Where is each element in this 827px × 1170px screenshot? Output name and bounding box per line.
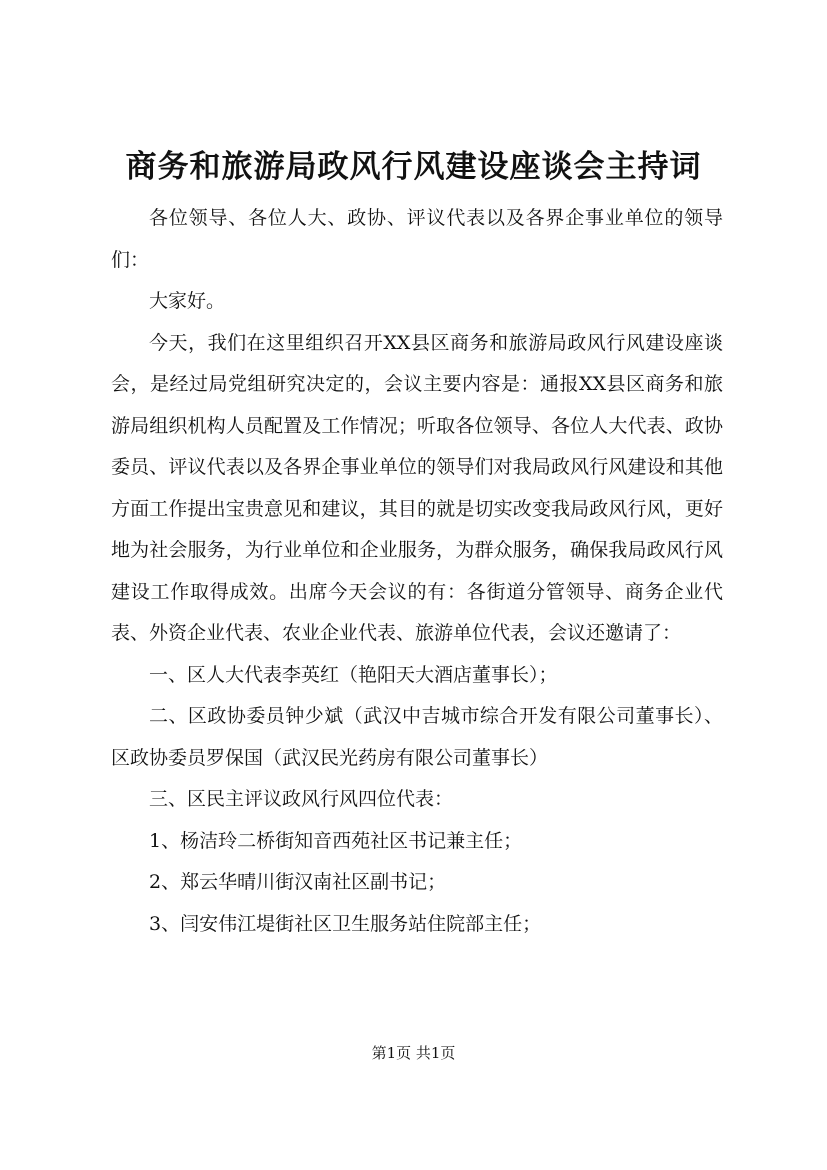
page-footer: 第1页 共1页 xyxy=(371,1044,456,1062)
greeting-paragraph: 大家好。 xyxy=(149,290,226,312)
sublist-item-3: 3、闫安伟江堤街社区卫生服务站住院部主任； xyxy=(149,912,542,935)
list-item-3: 三、区民主评议政风行风四位代表： xyxy=(149,788,454,810)
salutation-paragraph: 各位领导、各位人大、政协、评议代表以及各界企事业单位的领导们： xyxy=(111,207,723,271)
document-body xyxy=(111,198,723,945)
intro-paragraph: 今天，我们在这里组织召开XX县区商务和旅游局政风行风建设座谈会，是经过局党组研究决定的，会议主要内容是：通报XX县区商务和旅游局组织机构人员配置及工作情况；听取各位领导、各位人大代表、政协委员、评议代表以及各界企事业单位的领导们对我局政风行风建设和其他方面工作提出宝贵意见和建议，其目的就是切实改变我局政风行风，更好地为社会服务，为行业单位和企业服务，为群众服务，确保我局政风行风建设工作取得成效。出席今天会议的有：各街道分管领导、商务企业代表、外资企业代表、农业企业代表、旅游单位代表，会议还邀请了： xyxy=(111,331,723,644)
sublist-item-1: 1、杨洁玲二桥街知音西苑社区书记兼主任； xyxy=(149,829,523,852)
list-item-1: 一、区人大代表李英红（艳阳天大酒店董事长）； xyxy=(149,663,558,686)
sublist-item-2: 2、郑云华晴川街汉南社区副书记； xyxy=(149,871,447,893)
document-title: 商务和旅游局政风行风建设座谈会主持词 xyxy=(125,149,702,185)
list-item-2: 二、区政协委员钟少斌（武汉中吉城市综合开发有限公司董事长）、区政协委员罗保国（武汉民光药房有限公司董事长） xyxy=(111,705,723,769)
